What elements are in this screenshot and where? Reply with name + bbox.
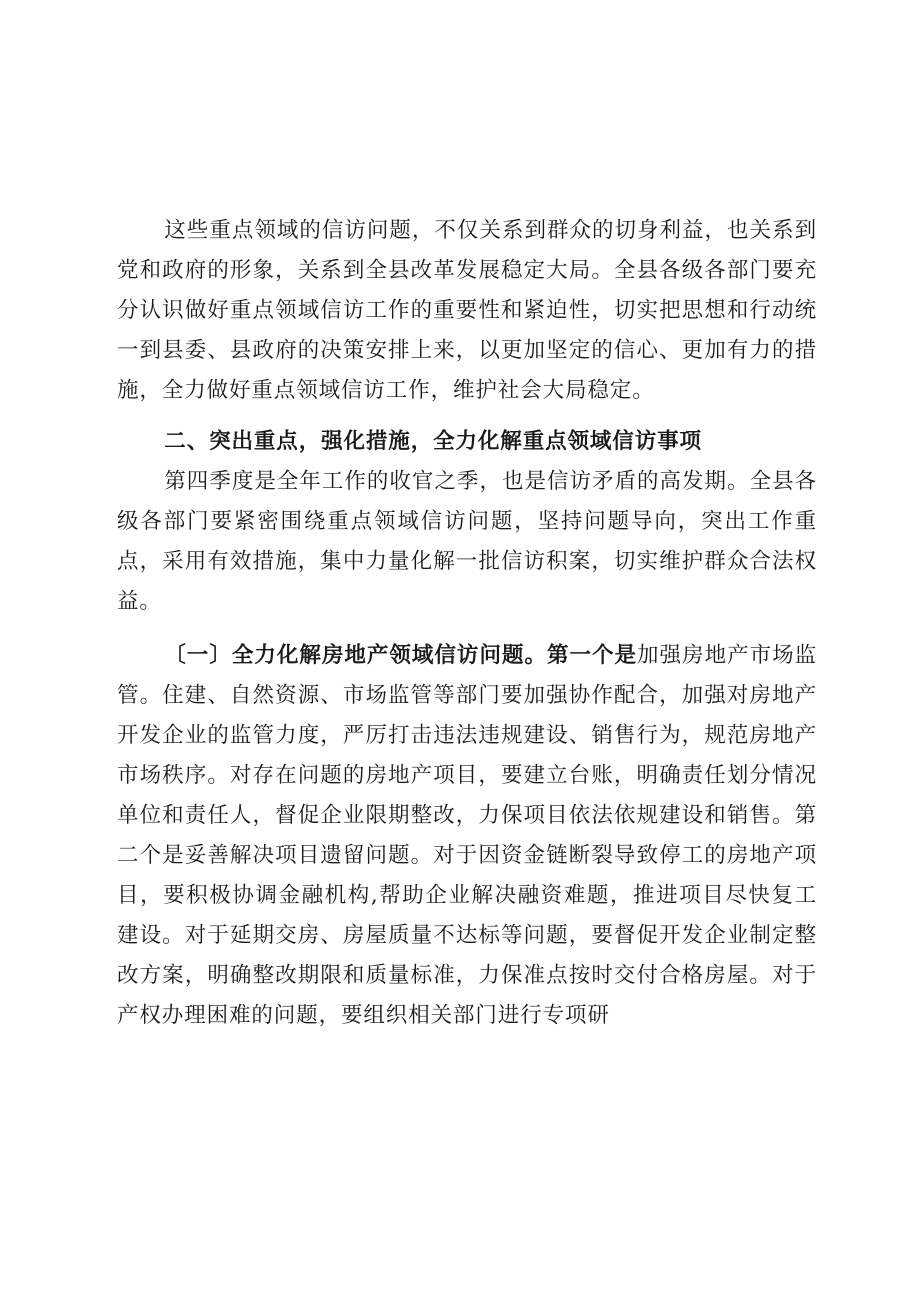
paragraph-bold-lead: 〔一〕全力化解房地产领域信访问题。第一个是: [164, 643, 638, 668]
heading-text: 二、突出重点，强化措施，全力化解重点领域信访事项: [164, 429, 702, 454]
paragraph-text: 第四季度是全年工作的收官之季，也是信访矛盾的高发期。全县各级各部门要紧密围绕重点领域信访问题，坚持问题导向，突出工作重点，采用有效措施，集中力量化解一批信访积案，切实维护群众合法权益。: [117, 469, 817, 614]
section-heading: [117, 422, 817, 462]
paragraph-fourth-quarter: [117, 462, 817, 622]
paragraph-real-estate: [117, 636, 817, 1036]
paragraph-text: [117, 636, 817, 1036]
paragraph-stability: [117, 211, 817, 411]
paragraph-body: 加强房地产市场监管。住建、自然资源、市场监管等部门要加强协作配合，加强对房地产开发企业的监管力度，严厉打击违法违规建设、销售行为，规范房地产市场秩序。对存在问题的房地产项目，要建立台账，明确责任划分情况单位和责任人，督促企业限期整改，力保项目依法依规建设和销售。第二个是妥善解决项目遗留问题。对于因资金链断裂导致停工的房地产项目，要积极协调金融机构,帮助企业解决融资难题，推进项目尽快复工建设。对于延期交房、房屋质量不达标等问题，要督促开发企业制定整改方案，明确整改期限和质量标准，力保准点按时交付合格房屋。对于产权办理困难的问题，要组织相关部门进行专项研: [117, 643, 818, 1028]
paragraph-text: 这些重点领域的信访问题，不仅关系到群众的切身利益，也关系到党和政府的形象，关系到全县改革发展稳定大局。全县各级各部门要充分认识做好重点领域信访工作的重要性和紧迫性，切实把思想和行动统一到县委、县政府的决策安排上来，以更加坚定的信心、更加有力的措施，全力做好重点领域信访工作，维护社会大局稳定。: [117, 218, 817, 403]
